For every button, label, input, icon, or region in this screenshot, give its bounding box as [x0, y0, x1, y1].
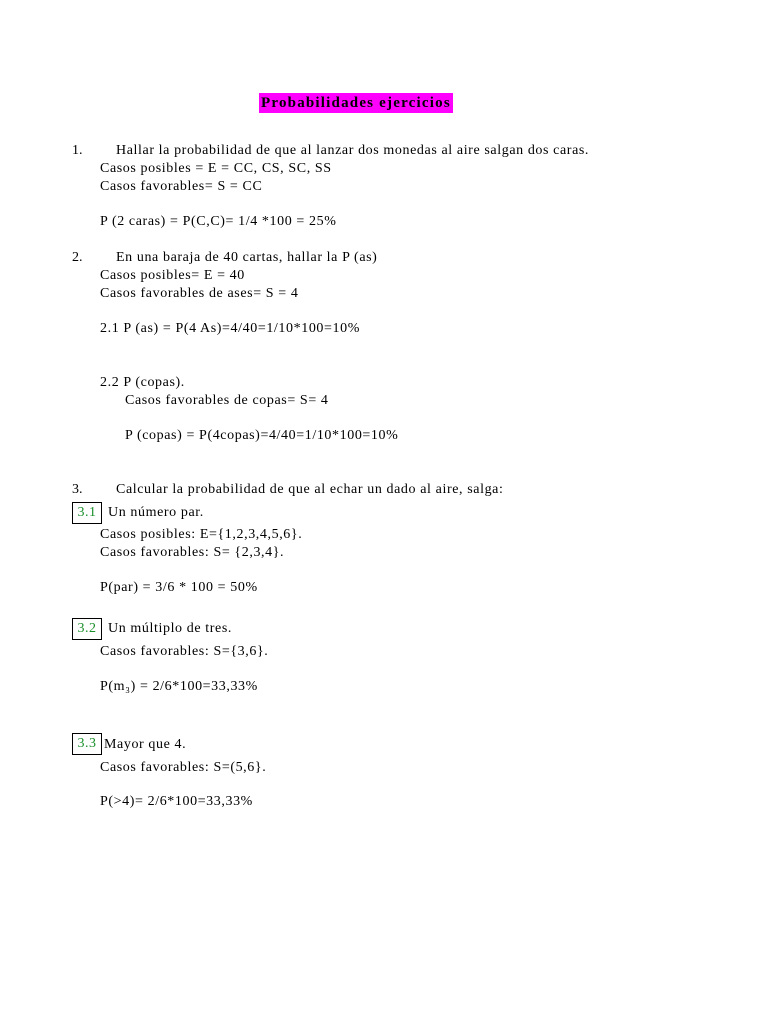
exercise-3-1-posibles: Casos posibles: E={1,2,3,4,5,6}.: [100, 527, 303, 542]
exercise-3-3-text: Mayor que 4.: [104, 737, 187, 752]
exercise-2-number: 2.: [72, 250, 83, 265]
exercise-1-number: 1.: [72, 143, 83, 158]
exercise-2-result: 2.1 P (as) = P(4 As)=4/40=1/10*100=10%: [100, 321, 360, 336]
exercise-3-2-label: 3.2: [72, 618, 102, 640]
exercise-2-statement: En una baraja de 40 cartas, hallar la P (as): [116, 250, 378, 265]
exercise-1-statement: Hallar la probabilidad de que al lanzar dos monedas al aire salgan dos caras.: [116, 143, 590, 158]
exercise-1-posibles: Casos posibles = E = CC, CS, SC, SS: [100, 161, 332, 176]
exercise-3-3-result: P(>4)= 2/6*100=33,33%: [100, 794, 253, 809]
exercise-1-favorables: Casos favorables= S = CC: [100, 179, 263, 194]
exercise-1-result: P (2 caras) = P(C,C)= 1/4 *100 = 25%: [100, 214, 337, 229]
exercise-3-statement: Calcular la probabilidad de que al echar un dado al aire, salga:: [116, 482, 504, 497]
exercise-3-1-favorables: Casos favorables: S= {2,3,4}.: [100, 545, 285, 560]
exercise-3-2-text: Un múltiplo de tres.: [108, 621, 232, 636]
page-title: Probabilidades ejercicios: [261, 95, 451, 111]
exercise-3-2-result: P(m₃) = 2/6*100=33,33%: [100, 679, 258, 694]
exercise-3-1-label: 3.1: [72, 502, 102, 524]
exercise-2-sub-favorables: Casos favorables de copas= S= 4: [125, 393, 329, 408]
exercise-3-number: 3.: [72, 482, 83, 497]
exercise-3-2-favorables: Casos favorables: S={3,6}.: [100, 644, 269, 659]
exercise-3-3-label: 3.3: [72, 733, 102, 755]
exercise-3-1-result: P(par) = 3/6 * 100 = 50%: [100, 580, 258, 595]
exercise-2-sub-title: 2.2 P (copas).: [100, 375, 185, 390]
exercise-2-favorables: Casos favorables de ases= S = 4: [100, 286, 299, 301]
exercise-3-3-favorables: Casos favorables: S=(5,6}.: [100, 760, 267, 775]
exercise-2-sub-result: P (copas) = P(4copas)=4/40=1/10*100=10%: [125, 428, 399, 443]
exercise-2-posibles: Casos posibles= E = 40: [100, 268, 245, 283]
exercise-3-1-text: Un número par.: [108, 505, 204, 520]
